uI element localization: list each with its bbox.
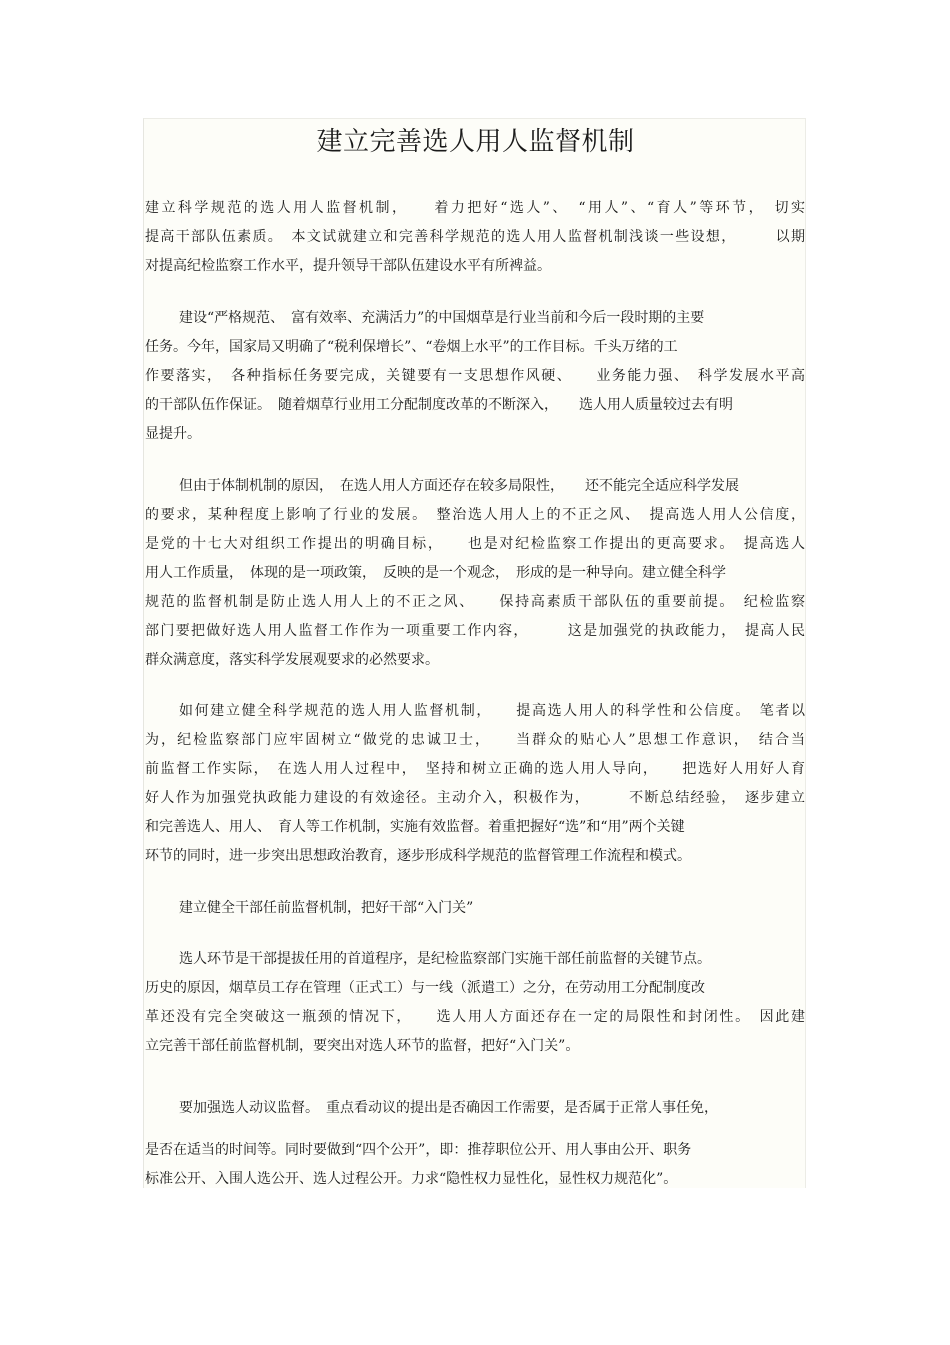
text-line: 建立科学规范的选人用人监督机制， 着力把好“选人”、 “用人”、“育人”等环节， 切实 <box>145 200 805 216</box>
text-line: 群众满意度，落实科学发展观要求的必然要求。 <box>145 652 439 668</box>
text-line: 部门要把做好选人用人监督工作作为一项重要工作内容， 这是加强党的执政能力， 提高人民 <box>145 623 805 639</box>
text-line: 前监督工作实际， 在选人用人过程中， 坚持和树立正确的选人用人导向， 把选好人用好人育 <box>145 761 805 777</box>
paragraph <box>145 1094 805 1123</box>
text-line: 选人环节是干部提拔任用的首道程序，是纪检监察部门实施干部任前监督的关键节点。 <box>179 951 711 967</box>
text-line: 规范的监督机制是防止选人用人上的不正之风、 保持高素质干部队伍的重要前提。 纪检监察 <box>145 594 805 610</box>
text-line: 提高干部队伍素质。 本文试就建立和完善科学规范的选人用人监督机制浅谈一些设想， 以期 <box>145 229 805 245</box>
text-line: 要加强选人动议监督。 重点看动议的提出是否确因工作需要，是否属于正常人事任免， <box>179 1100 718 1116</box>
text-line: 作要落实， 各种指标任务要完成，关键要有一支思想作风硬、 业务能力强、 科学发展水平高 <box>145 368 805 384</box>
paragraph <box>145 1136 805 1188</box>
paragraph <box>145 894 805 923</box>
text-line: 建立健全干部任前监督机制，把好干部“入门关” <box>179 900 474 916</box>
document-page <box>143 118 806 1188</box>
text-line: 历史的原因，烟草员工存在管理（正式工）与一线（派遣工）之分，在劳动用工分配制度改 <box>145 980 705 996</box>
text-line: 对提高纪检监察工作水平，提升领导干部队伍建设水平有所裨益。 <box>145 258 551 274</box>
text-line: 为，纪检监察部门应牢固树立“做党的忠诚卫士， 当群众的贴心人”思想工作意识， 结合当 <box>145 732 805 748</box>
text-line: 是否在适当的时间等。同时要做到“四个公开”，即：推荐职位公开、用人事由公开、职务 <box>145 1142 692 1158</box>
text-line: 革还没有完全突破这一瓶颈的情况下， 选人用人方面还存在一定的局限性和封闭性。 因此建 <box>145 1009 805 1025</box>
paragraph <box>145 472 805 675</box>
text-line: 的要求，某种程度上影响了行业的发展。 整治选人用人上的不正之风、 提高选人用人公信度， <box>145 507 805 523</box>
paragraph <box>145 194 805 281</box>
text-line: 用人工作质量， 体现的是一项政策， 反映的是一个观念， 形成的是一种导向。建立健全科学 <box>145 565 726 581</box>
text-line: 好人作为加强党执政能力建设的有效途径。主动介入，积极作为， 不断总结经验， 逐步建立 <box>145 790 805 806</box>
text-line: 但由于体制机制的原因， 在选人用人方面还存在较多局限性， 还不能完全适应科学发展 <box>179 478 739 494</box>
text-line: 环节的同时，进一步突出思想政治教育，逐步形成科学规范的监督管理工作流程和模式。 <box>145 848 691 864</box>
text-line: 是党的十七大对组织工作提出的明确目标， 也是对纪检监察工作提出的更高要求。 提高选人 <box>145 536 805 552</box>
text-line: 标准公开、入围人选公开、选人过程公开。力求“隐性权力显性化，显性权力规范化”。 <box>145 1171 678 1187</box>
text-line: 立完善干部任前监督机制，要突出对选人环节的监督，把好“入门关”。 <box>145 1038 580 1054</box>
text-line: 任务。今年，国家局又明确了“税利保增长”、“卷烟上水平”的工作目标。千头万绪的工 <box>145 339 678 355</box>
paragraph <box>145 697 805 871</box>
text-line: 显提升。 <box>145 426 201 442</box>
text-line: 的干部队伍作保证。 随着烟草行业用工分配制度改革的不断深入， 选人用人质量较过去有明 <box>145 397 733 413</box>
document-title: 建立完善选人用人监督机制 <box>316 127 635 157</box>
paragraph <box>145 945 805 1061</box>
text-line: 如何建立健全科学规范的选人用人监督机制， 提高选人用人的科学性和公信度。 笔者以 <box>179 703 805 719</box>
text-line: 建设“严格规范、 富有效率、充满活力”的中国烟草是行业当前和今后一段时期的主要 <box>179 310 705 326</box>
paragraph <box>145 304 805 449</box>
text-line: 和完善选人、用人、 育人等工作机制，实施有效监督。着重把握好“选”和“用”两个关键 <box>145 819 685 835</box>
